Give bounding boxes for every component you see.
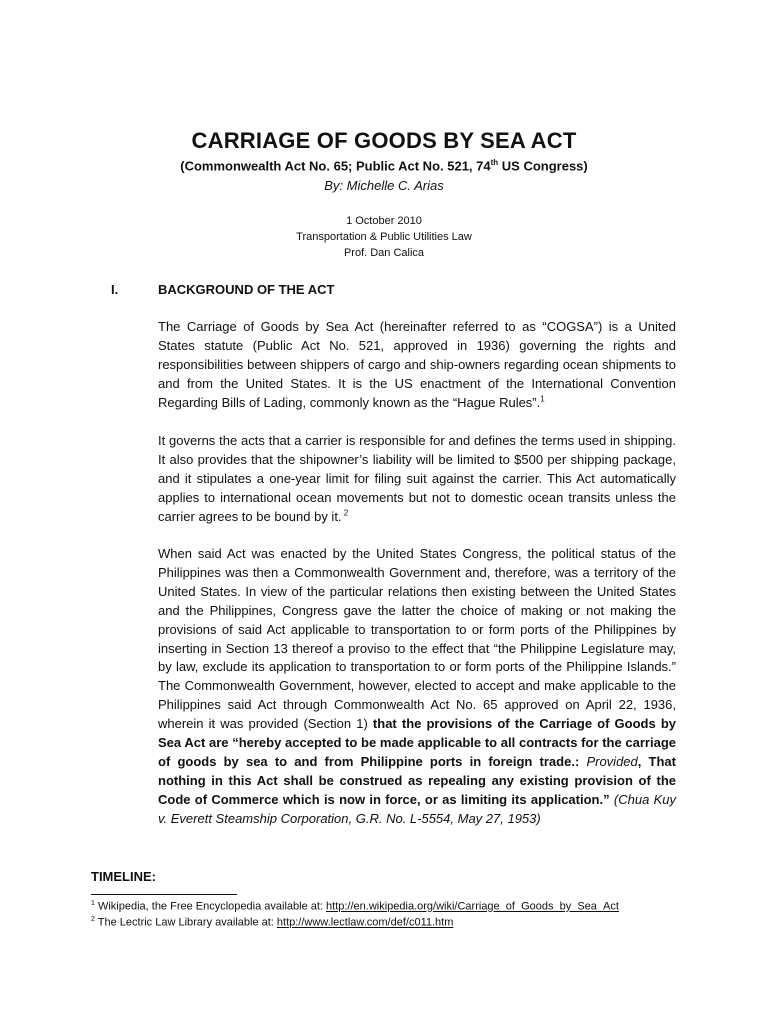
subtitle-main: (Commonwealth Act No. 65; Public Act No. 521, 74 xyxy=(180,158,491,174)
footnote-separator xyxy=(91,894,237,895)
document-date: 1 October 2010 xyxy=(346,215,422,227)
footnote-1-text: Wikipedia, the Free Encyclopedia available at: xyxy=(94,900,327,913)
footnote-1-link[interactable]: http://en.wikipedia.org/wiki/Carriage_of_Goods_by_Sea_Act xyxy=(326,900,619,913)
paragraph-3-bold-quote: that the provisions of the Carriage of Goods by Sea Act are “hereby accepted to be made applicable to all contracts for the carriage of goods by sea to and from Philippine ports in foreign trade.: xyxy=(158,716,676,769)
timeline-heading: TIMELINE: xyxy=(91,869,156,884)
subtitle-end: US Congress) xyxy=(498,158,588,174)
footnote-2-number: 2 xyxy=(91,916,95,923)
paragraph-3 xyxy=(158,545,676,829)
author-line: By: Michelle C. Arias xyxy=(324,178,444,193)
footnote-2-text: The Lectric Law Library available at: xyxy=(94,916,277,929)
section-number: I. xyxy=(111,282,119,297)
document-title: CARRIAGE OF GOODS BY SEA ACT xyxy=(191,128,577,153)
paragraph-1-text: The Carriage of Goods by Sea Act (hereinafter referred to as “COGSA”) is a United States statute (Public Act No. 521, approved in 1936) governing the rights and responsibilities between shippers of cargo and ship-owners regarding ocean shipments to and from the United States. It is the US enactment of the International Convention Regarding Bills of Lading, commonly known as the “Hague Rules”. xyxy=(158,319,676,410)
section-heading: BACKGROUND OF THE ACT xyxy=(158,282,335,297)
paragraph-3-bold-proviso: , That nothing in this Act shall be construed as repealing any existing provision of the Code of Commerce which is now in force, or as limiting its application.” xyxy=(158,753,676,807)
footnote-ref-2[interactable]: 2 xyxy=(341,508,349,518)
paragraph-1 xyxy=(158,318,676,413)
document-subtitle xyxy=(0,158,768,173)
subtitle-superscript: th xyxy=(490,158,499,167)
paragraph-3-citation: (Chua Kuy v. Everett Steamship Corporation, G.R. No. L-5554, May 27, 1953) xyxy=(158,791,676,826)
paragraph-3-provided: Provided xyxy=(586,753,638,769)
professor-name: Prof. Dan Calica xyxy=(343,247,425,259)
footnote-2-link[interactable]: http://www.lectlaw.com/def/c011.htm xyxy=(276,916,454,929)
paragraph-2-text: It governs the acts that a carrier is responsible for and defines the terms used in shipping. It also provides that the shipowner’s liability will be limited to $500 per shipping package, and it stipulates a one-year limit for filing suit against the carrier. This Act automatically applies to international ocean movements but not to domestic ocean transits unless the carrier agrees to be bound by it. xyxy=(158,433,676,524)
course-name: Transportation & Public Utilities Law xyxy=(296,231,472,243)
footnote-1 xyxy=(91,900,619,913)
paragraph-2 xyxy=(158,432,676,527)
paragraph-3-text: When said Act was enacted by the United States Congress, the political status of the Philippines was then a Commonwealth Government and, therefore, was a territory of the United States. In view of the particular relations then existing between the United States and the Philippines, Congress gave the latter the choice of making or not making the provisions of said Act applicable to transportation to or form ports of the Philippines by inserting in Section 13 thereof a proviso to the effect that “the Philippine Legislature may, by law, exclude its application to transportation to or form ports of the Philippine Islands.” The Commonwealth Government, however, elected to accept and make applicable to the Philippines said Act through Commonwealth Act No. 65 approved on April 22, 1936, wherein it was provided (Section 1) xyxy=(158,546,676,732)
footnote-1-number: 1 xyxy=(91,900,95,907)
footnote-2 xyxy=(91,916,453,929)
footnote-ref-1[interactable]: 1 xyxy=(540,394,545,404)
